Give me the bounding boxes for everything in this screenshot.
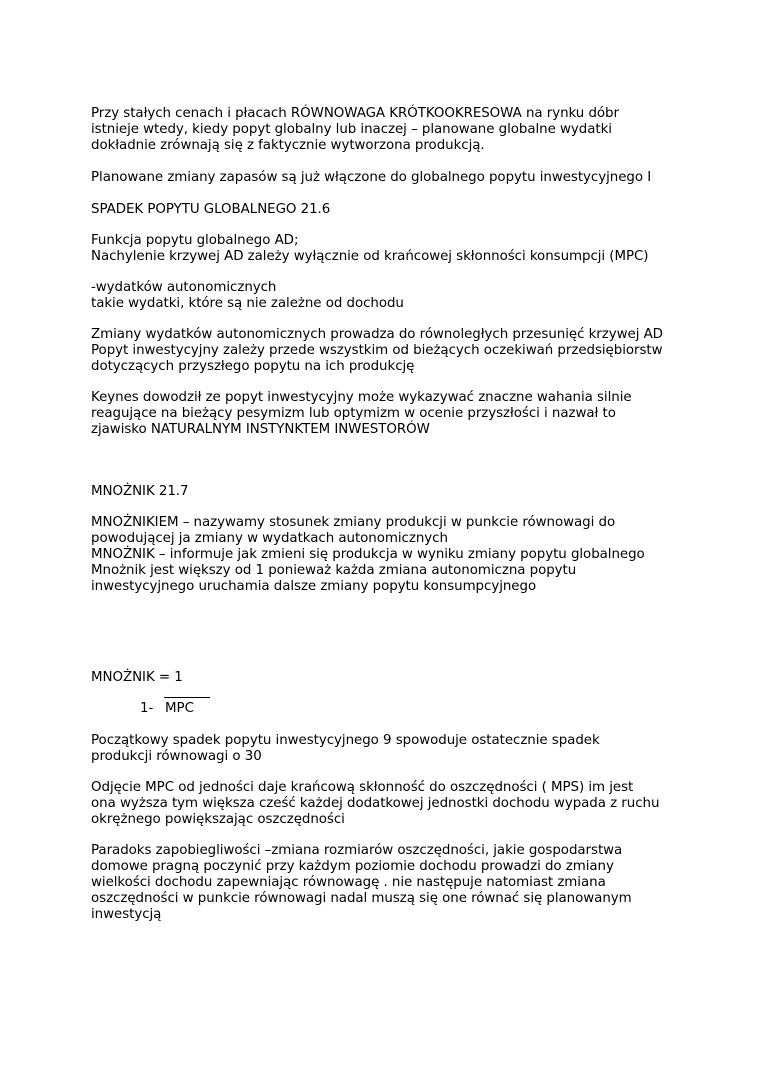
text-line: inwestycyjnego uruchamia dalsze zmiany popytu konsumpcyjnego [91, 579, 537, 594]
text-line: istnieje wtedy, kiedy popyt globalny lub inaczej – planowane globalne wydatki [91, 122, 612, 137]
formula-numerator: MNOŻNIK = 1 [91, 670, 183, 685]
text-line: wielkości dochodu zapewniając równowagę . nie następuje natomiast zmiana [91, 875, 606, 890]
section-heading: SPADEK POPYTU GLOBALNEGO 21.6 [91, 202, 331, 217]
text-line: Nachylenie krzywej AD zależy wyłącznie od krańcowej skłonności konsumpcji (MPC) [91, 249, 649, 264]
text-line: MNOŻNIK – informuje jak zmieni się produkcja w wyniku zmiany popytu globalnego [91, 547, 645, 562]
text-line: reagujące na bieżący pesymizm lub optymizm w ocenie przyszłości i nazwał to [91, 406, 616, 421]
text-line: Keynes dowodził ze popyt inwestycyjny może wykazywać znaczne wahania silnie [91, 390, 632, 405]
formula-denominator-prefix: 1- [140, 701, 154, 716]
fraction-bar [164, 697, 210, 698]
text-line: Mnożnik jest większy od 1 ponieważ każda zmiana autonomiczna popytu [91, 563, 577, 578]
text-line: zjawisko NATURALNYM INSTYNKTEM INWESTORÓW [91, 422, 430, 437]
text-line: Początkowy spadek popytu inwestycyjnego 9 spowoduje ostatecznie spadek [91, 733, 600, 748]
text-line: okrężnego powiększając oszczędności [91, 812, 345, 827]
formula-denominator-term: MPC [165, 701, 194, 716]
text-line: MNOŻNIKIEM – nazywamy stosunek zmiany produkcji w punkcie równowagi do [91, 515, 616, 530]
text-line: takie wydatki, które są nie zależne od dochodu [91, 296, 404, 311]
text-line: Przy stałych cenach i płacach RÓWNOWAGA KRÓTKOOKRESOWA na rynku dóbr [91, 106, 619, 121]
text-line: domowe pragną poczynić przy każdym poziomie dochodu prowadzi do zmiany [91, 859, 614, 874]
text-line: dokładnie zrównają się z faktycznie wytworzona produkcją. [91, 138, 485, 153]
text-line: Paradoks zapobiegliwości –zmiana rozmiarów oszczędności, jakie gospodarstwa [91, 843, 623, 858]
text-line: oszczędności w punkcie równowagi nadal muszą się one równać się planowanym [91, 891, 632, 906]
text-line: powodującej ja zmiany w wydatkach autonomicznych [91, 531, 448, 546]
text-line: Odjęcie MPC od jedności daje krańcową skłonność do oszczędności ( MPS) im jest [91, 780, 634, 795]
text-line: ona wyższa tym większa cześć każdej dodatkowej jednostki dochodu wypada z ruchu [91, 796, 660, 811]
section-heading: MNOŻNIK 21.7 [91, 484, 189, 499]
text-line: dotyczących przyszłego popytu na ich produkcję [91, 359, 415, 374]
text-line: Popyt inwestycyjny zależy przede wszystkim od bieżących oczekiwań przedsiębiorstw [91, 343, 663, 358]
text-line: produkcji równowagi o 30 [91, 749, 262, 764]
text-line: Zmiany wydatków autonomicznych prowadza do równoległych przesunięć krzywej AD [91, 327, 663, 342]
text-line: inwestycją [91, 907, 162, 922]
text-line: Funkcja popytu globalnego AD; [91, 233, 299, 248]
text-line: -wydatków autonomicznych [91, 280, 277, 295]
text-line: Planowane zmiany zapasów są już włączone do globalnego popytu inwestycyjnego I [91, 170, 652, 185]
